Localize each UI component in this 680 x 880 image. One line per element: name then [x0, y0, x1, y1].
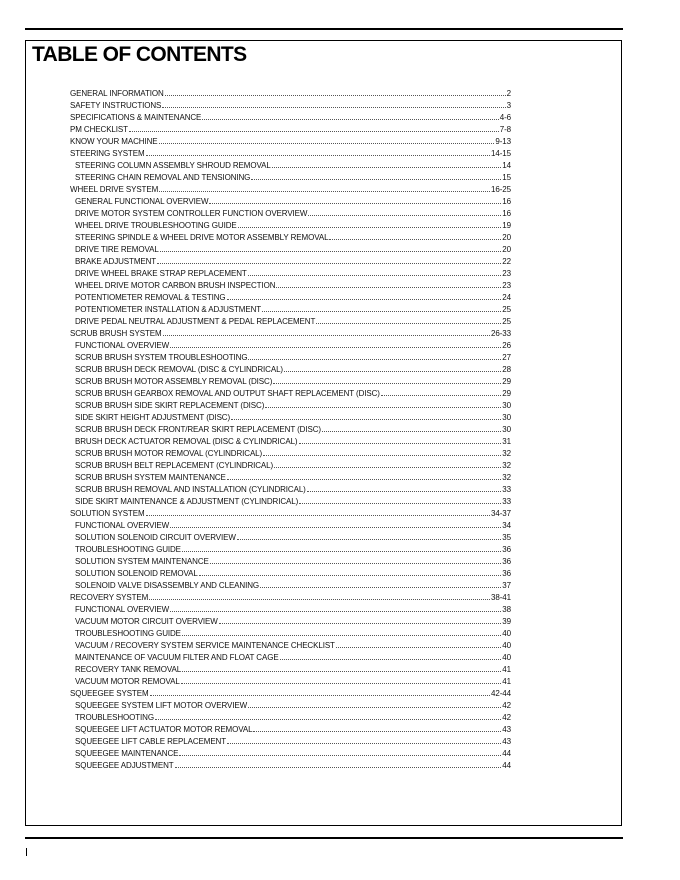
toc-subentry[interactable]	[70, 711, 511, 723]
toc-entry-page: 38-41	[491, 593, 511, 602]
toc-leader-dots	[162, 99, 505, 108]
toc-subentry[interactable]	[70, 519, 511, 531]
toc-entry-label: BRUSH DECK ACTUATOR REMOVAL (DISC & CYLINDRICAL)	[75, 437, 298, 446]
toc-leader-dots	[307, 483, 502, 492]
toc-subentry[interactable]	[70, 639, 511, 651]
toc-leader-dots	[272, 159, 502, 168]
toc-entry-label: SOLUTION SYSTEM MAINTENANCE	[75, 557, 209, 566]
toc-entry-label: MAINTENANCE OF VACUUM FILTER AND FLOAT CAGE	[75, 653, 279, 662]
toc-entry-page: 41	[502, 665, 511, 674]
toc-entry-page: 2	[506, 89, 511, 98]
toc-entry[interactable]	[70, 99, 511, 111]
toc-entry-label: SCRUB BRUSH SYSTEM	[70, 329, 162, 338]
toc-entry-label: SQUEEGEE LIFT CABLE REPLACEMENT	[75, 737, 227, 746]
toc-subentry[interactable]	[70, 615, 511, 627]
toc-leader-dots	[381, 387, 501, 396]
toc-leader-dots	[146, 507, 491, 516]
toc-entry-label: VACUUM MOTOR CIRCUIT OVERVIEW	[75, 617, 218, 626]
toc-leader-dots	[202, 111, 498, 120]
toc-entry-label: VACUUM MOTOR REMOVAL	[75, 677, 180, 686]
toc-subentry[interactable]	[70, 471, 511, 483]
toc-entry-page: 40	[502, 629, 511, 638]
toc-leader-dots	[238, 219, 502, 228]
toc-entry-page: 34-37	[491, 509, 511, 518]
toc-subentry[interactable]	[70, 423, 511, 435]
toc-entry-page: 7-8	[499, 125, 511, 134]
toc-entry-label: SOLUTION SOLENOID CIRCUIT OVERVIEW	[75, 533, 236, 542]
toc-entry-page: 27	[502, 353, 511, 362]
toc-subentry[interactable]	[70, 675, 511, 687]
toc-subentry[interactable]	[70, 351, 511, 363]
toc-entry-label: SOLUTION SYSTEM	[70, 509, 145, 518]
toc-subentry[interactable]	[70, 651, 511, 663]
toc-subentry[interactable]	[70, 363, 511, 375]
toc-entry[interactable]	[70, 591, 511, 603]
toc-entry-label: FUNCTIONAL OVERVIEW	[75, 341, 170, 350]
toc-subentry[interactable]	[70, 735, 511, 747]
toc-entry-label: TROUBLESHOOTING GUIDE	[75, 629, 181, 638]
toc-entry-page: 41	[502, 677, 511, 686]
toc-entry-label: TROUBLESHOOTING	[75, 713, 154, 722]
toc-entry-label: SQUEEGEE ADJUSTMENT	[75, 761, 174, 770]
toc-leader-dots	[329, 231, 501, 240]
toc-entry-label: BRAKE ADJUSTMENT	[75, 257, 157, 266]
toc-entry-label: KNOW YOUR MACHINE	[70, 137, 158, 146]
toc-entry-page: 24	[502, 293, 511, 302]
toc-subentry[interactable]	[70, 723, 511, 735]
toc-entry-page: 29	[502, 389, 511, 398]
toc-entry-label: SIDE SKIRT HEIGHT ADJUSTMENT (DISC)	[75, 413, 231, 422]
toc-leader-dots	[170, 603, 501, 612]
toc-entry-label: SCRUB BRUSH DECK FRONT/REAR SKIRT REPLACEMENT (DISC)	[75, 425, 321, 434]
toc-list	[70, 87, 511, 771]
toc-subentry[interactable]	[70, 207, 511, 219]
toc-entry-page: 31	[502, 437, 511, 446]
toc-subentry[interactable]	[70, 411, 511, 423]
toc-entry-label: SIDE SKIRT MAINTENANCE & ADJUSTMENT (CYLINDRICAL)	[75, 497, 299, 506]
toc-entry-label: SCRUB BRUSH SYSTEM TROUBLESHOOTING	[75, 353, 248, 362]
toc-entry-label: SCRUB BRUSH REMOVAL AND INSTALLATION (CYLINDRICAL)	[75, 485, 306, 494]
margin-mark	[26, 848, 27, 856]
toc-entry-label: POTENTIOMETER INSTALLATION & ADJUSTMENT	[75, 305, 262, 314]
toc-leader-dots	[262, 303, 501, 312]
page-title: TABLE OF CONTENTS	[32, 43, 247, 66]
toc-subentry[interactable]	[70, 231, 511, 243]
toc-entry-label: FUNCTIONAL OVERVIEW	[75, 521, 170, 530]
toc-entry-page: 42	[502, 713, 511, 722]
toc-entry-label: STEERING COLUMN ASSEMBLY SHROUD REMOVAL	[75, 161, 271, 170]
toc-leader-dots	[336, 639, 501, 648]
toc-leader-dots	[149, 591, 490, 600]
toc-subentry[interactable]	[70, 255, 511, 267]
toc-leader-dots	[265, 399, 501, 408]
toc-leader-dots	[316, 315, 501, 324]
toc-leader-dots	[260, 579, 501, 588]
top-rule	[25, 28, 623, 30]
toc-entry-page: 14-15	[491, 149, 511, 158]
toc-subentry[interactable]	[70, 483, 511, 495]
toc-entry-page: 20	[502, 245, 511, 254]
toc-subentry[interactable]	[70, 267, 511, 279]
toc-subentry[interactable]	[70, 495, 511, 507]
toc-entry-label: PM CHECKLIST	[70, 125, 128, 134]
toc-entry-page: 43	[502, 725, 511, 734]
toc-entry-label: FUNCTIONAL OVERVIEW	[75, 605, 170, 614]
toc-entry[interactable]	[70, 183, 511, 195]
toc-entry-page: 38	[502, 605, 511, 614]
toc-entry-page: 37	[502, 581, 511, 590]
toc-entry-label: SCRUB BRUSH MOTOR ASSEMBLY REMOVAL (DISC)	[75, 377, 273, 386]
toc-leader-dots	[227, 471, 501, 480]
toc-entry-page: 20	[502, 233, 511, 242]
toc-subentry[interactable]	[70, 747, 511, 759]
toc-entry[interactable]	[70, 327, 511, 339]
toc-leader-dots	[227, 735, 501, 744]
toc-leader-dots	[146, 147, 491, 156]
toc-entry-label: TROUBLESHOOTING GUIDE	[75, 545, 181, 554]
toc-entry-page: 40	[502, 653, 511, 662]
toc-entry-page: 16	[502, 197, 511, 206]
toc-leader-dots	[165, 87, 506, 96]
toc-subentry[interactable]	[70, 699, 511, 711]
toc-subentry[interactable]	[70, 291, 511, 303]
toc-entry-label: VACUUM / RECOVERY SYSTEM SERVICE MAINTENANCE CHECKLIST	[75, 641, 335, 650]
toc-entry-page: 25	[502, 317, 511, 326]
toc-entry-label: SAFETY INSTRUCTIONS	[70, 101, 162, 110]
toc-entry-page: 30	[502, 425, 511, 434]
toc-leader-dots	[231, 411, 501, 420]
toc-subentry[interactable]	[70, 663, 511, 675]
toc-leader-dots	[253, 723, 501, 732]
toc-subentry[interactable]	[70, 159, 511, 171]
toc-entry-label: SQUEEGEE MAINTENANCE	[75, 749, 179, 758]
toc-leader-dots	[163, 327, 490, 336]
toc-subentry[interactable]	[70, 243, 511, 255]
toc-entry[interactable]	[70, 111, 511, 123]
toc-leader-dots	[159, 183, 490, 192]
toc-leader-dots	[322, 423, 501, 432]
toc-entry-label: GENERAL INFORMATION	[70, 89, 164, 98]
toc-leader-dots	[299, 495, 501, 504]
toc-entry-label: STEERING CHAIN REMOVAL AND TENSIONING	[75, 173, 251, 182]
toc-leader-dots	[175, 759, 502, 768]
toc-entry-page: 28	[502, 365, 511, 374]
toc-leader-dots	[157, 255, 501, 264]
toc-leader-dots	[248, 351, 501, 360]
toc-entry-page: 44	[502, 749, 511, 758]
toc-entry-page: 36	[502, 557, 511, 566]
toc-entry-label: SOLENOID VALVE DISASSEMBLY AND CLEANING	[75, 581, 260, 590]
toc-entry-label: STEERING SYSTEM	[70, 149, 145, 158]
toc-subentry[interactable]	[70, 195, 511, 207]
toc-entry-page: 36	[502, 545, 511, 554]
toc-entry-label: RECOVERY SYSTEM	[70, 593, 149, 602]
toc-entry-label: STEERING SPINDLE & WHEEL DRIVE MOTOR ASSEMBLY REMOVAL	[75, 233, 329, 242]
toc-subentry[interactable]	[70, 435, 511, 447]
toc-leader-dots	[182, 627, 501, 636]
toc-leader-dots	[299, 435, 502, 444]
toc-subentry[interactable]	[70, 303, 511, 315]
toc-subentry[interactable]	[70, 375, 511, 387]
toc-entry-page: 30	[502, 401, 511, 410]
toc-entry-label: DRIVE TIRE REMOVAL	[75, 245, 159, 254]
toc-subentry[interactable]	[70, 543, 511, 555]
toc-entry-page: 26	[502, 341, 511, 350]
toc-subentry[interactable]	[70, 279, 511, 291]
toc-entry-page: 14	[502, 161, 511, 170]
toc-entry[interactable]	[70, 147, 511, 159]
toc-entry-label: POTENTIOMETER REMOVAL & TESTING	[75, 293, 226, 302]
toc-entry-page: 3	[506, 101, 511, 110]
toc-entry-page: 9-13	[495, 137, 511, 146]
toc-entry-page: 35	[502, 533, 511, 542]
toc-subentry[interactable]	[70, 567, 511, 579]
toc-leader-dots	[159, 135, 495, 144]
toc-entry-label: SCRUB BRUSH SIDE SKIRT REPLACEMENT (DISC)	[75, 401, 265, 410]
toc-entry-page: 22	[502, 257, 511, 266]
toc-entry[interactable]	[70, 135, 511, 147]
toc-subentry[interactable]	[70, 603, 511, 615]
toc-leader-dots	[182, 543, 501, 552]
toc-entry-page: 40	[502, 641, 511, 650]
page-frame	[25, 40, 622, 826]
toc-entry-label: SCRUB BRUSH MOTOR REMOVAL (CYLINDRICAL)	[75, 449, 263, 458]
toc-leader-dots	[227, 291, 502, 300]
toc-leader-dots	[248, 699, 501, 708]
toc-subentry[interactable]	[70, 387, 511, 399]
toc-subentry[interactable]	[70, 459, 511, 471]
toc-entry-page: 36	[502, 569, 511, 578]
toc-entry-page: 23	[502, 269, 511, 278]
toc-entry-label: SCRUB BRUSH BELT REPLACEMENT (CYLINDRICAL)	[75, 461, 274, 470]
toc-subentry[interactable]	[70, 171, 511, 183]
toc-entry-label: SCRUB BRUSH SYSTEM MAINTENANCE	[75, 473, 226, 482]
toc-entry-page: 16-25	[491, 185, 511, 194]
toc-leader-dots	[170, 339, 501, 348]
toc-entry-page: 23	[502, 281, 511, 290]
toc-leader-dots	[150, 687, 491, 696]
toc-entry-label: GENERAL FUNCTIONAL OVERVIEW	[75, 197, 209, 206]
toc-entry-label: RECOVERY TANK REMOVAL	[75, 665, 182, 674]
toc-entry-page: 44	[502, 761, 511, 770]
toc-entry-label: WHEEL DRIVE SYSTEM	[70, 185, 159, 194]
toc-leader-dots	[155, 711, 501, 720]
toc-leader-dots	[219, 615, 502, 624]
toc-entry-label: SQUEEGEE LIFT ACTUATOR MOTOR REMOVAL	[75, 725, 253, 734]
toc-leader-dots	[210, 555, 502, 564]
toc-entry-page: 32	[502, 461, 511, 470]
toc-leader-dots	[274, 459, 501, 468]
toc-leader-dots	[263, 447, 501, 456]
toc-entry-label: SCRUB BRUSH DECK REMOVAL (DISC & CYLINDRICAL)	[75, 365, 283, 374]
toc-entry[interactable]	[70, 507, 511, 519]
toc-entry-label: WHEEL DRIVE TROUBLESHOOTING GUIDE	[75, 221, 237, 230]
toc-subentry[interactable]	[70, 447, 511, 459]
toc-leader-dots	[280, 651, 502, 660]
toc-entry-page: 34	[502, 521, 511, 530]
toc-entry-page: 32	[502, 473, 511, 482]
toc-leader-dots	[129, 123, 499, 132]
toc-subentry[interactable]	[70, 339, 511, 351]
toc-leader-dots	[160, 243, 502, 252]
toc-leader-dots	[181, 675, 502, 684]
toc-entry-label: SQUEEGEE SYSTEM LIFT MOTOR OVERVIEW	[75, 701, 248, 710]
toc-entry-page: 19	[502, 221, 511, 230]
toc-entry-label: WHEEL DRIVE MOTOR CARBON BRUSH INSPECTION	[75, 281, 276, 290]
toc-subentry[interactable]	[70, 627, 511, 639]
toc-subentry[interactable]	[70, 555, 511, 567]
toc-entry-page: 29	[502, 377, 511, 386]
toc-entry-page: 42	[502, 701, 511, 710]
toc-leader-dots	[199, 567, 502, 576]
toc-leader-dots	[209, 195, 501, 204]
toc-subentry[interactable]	[70, 219, 511, 231]
toc-leader-dots	[273, 375, 501, 384]
toc-entry-label: SPECIFICATIONS & MAINTENANCE	[70, 113, 202, 122]
toc-subentry[interactable]	[70, 315, 511, 327]
toc-entry-page: 16	[502, 209, 511, 218]
toc-entry[interactable]	[70, 123, 511, 135]
toc-entry-page: 30	[502, 413, 511, 422]
toc-leader-dots	[248, 267, 502, 276]
toc-entry-page: 32	[502, 449, 511, 458]
toc-entry-label: DRIVE MOTOR SYSTEM CONTROLLER FUNCTION OVERVIEW	[75, 209, 308, 218]
toc-entry[interactable]	[70, 87, 511, 99]
toc-entry-page: 26-33	[491, 329, 511, 338]
toc-entry-label: SQUEEGEE SYSTEM	[70, 689, 149, 698]
toc-entry-label: DRIVE PEDAL NEUTRAL ADJUSTMENT & PEDAL REPLACEMENT	[75, 317, 316, 326]
toc-entry-page: 4-6	[499, 113, 511, 122]
toc-subentry[interactable]	[70, 531, 511, 543]
toc-leader-dots	[179, 747, 501, 756]
toc-leader-dots	[284, 363, 501, 372]
toc-entry-page: 15	[502, 173, 511, 182]
toc-entry-page: 43	[502, 737, 511, 746]
toc-entry[interactable]	[70, 687, 511, 699]
toc-entry-page: 33	[502, 497, 511, 506]
toc-subentry[interactable]	[70, 579, 511, 591]
toc-subentry[interactable]	[70, 399, 511, 411]
toc-leader-dots	[276, 279, 501, 288]
toc-entry-page: 25	[502, 305, 511, 314]
toc-leader-dots	[308, 207, 501, 216]
toc-leader-dots	[170, 519, 501, 528]
bottom-rule	[25, 837, 623, 839]
toc-entry-label: SCRUB BRUSH GEARBOX REMOVAL AND OUTPUT SHAFT REPLACEMENT (DISC)	[75, 389, 380, 398]
toc-leader-dots	[251, 171, 501, 180]
toc-leader-dots	[182, 663, 501, 672]
toc-entry-label: DRIVE WHEEL BRAKE STRAP REPLACEMENT	[75, 269, 247, 278]
toc-entry-page: 42-44	[491, 689, 511, 698]
toc-entry-page: 39	[502, 617, 511, 626]
toc-leader-dots	[237, 531, 502, 540]
toc-subentry[interactable]	[70, 759, 511, 771]
toc-entry-page: 33	[502, 485, 511, 494]
toc-entry-label: SOLUTION SOLENOID REMOVAL	[75, 569, 198, 578]
